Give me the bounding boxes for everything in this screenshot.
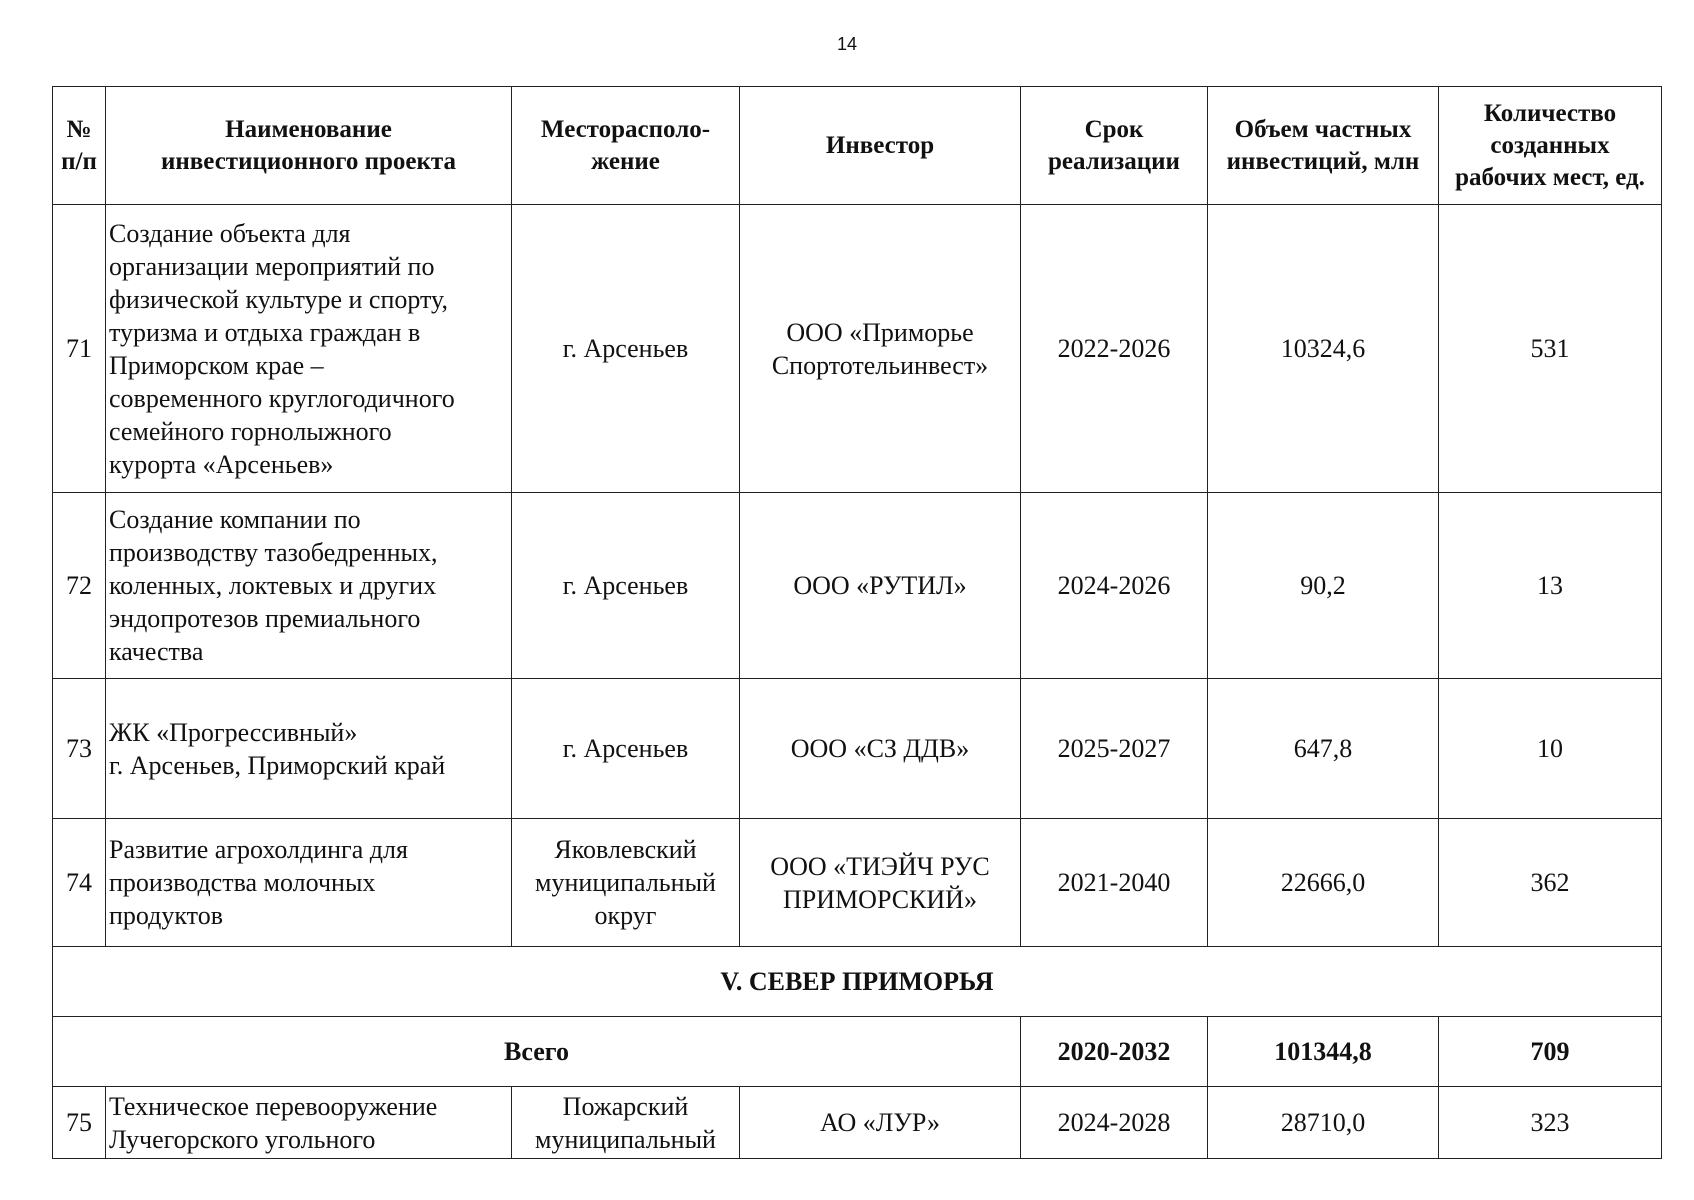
cell-num: 74	[53, 819, 106, 947]
table-row	[53, 679, 1662, 819]
cell-term: 2024-2026	[1021, 493, 1208, 679]
total-row	[53, 1017, 1662, 1087]
cell-investor: ООО «РУТИЛ»	[740, 493, 1021, 679]
header-name: Наименование инвестиционного проекта	[106, 87, 512, 205]
cell-term: 2025-2027	[1021, 679, 1208, 819]
cell-location: г. Арсеньев	[512, 679, 740, 819]
header-num: № п/п	[53, 87, 106, 205]
section-row	[53, 947, 1662, 1017]
table-header-row	[53, 87, 1662, 205]
total-jobs: 709	[1439, 1017, 1662, 1087]
cell-location: г. Арсеньев	[512, 493, 740, 679]
cell-volume: 10324,6	[1208, 205, 1439, 493]
cell-investor: ООО «Приморье Спортотельинвест»	[740, 205, 1021, 493]
cell-jobs: 10	[1439, 679, 1662, 819]
investment-projects-table	[52, 86, 1662, 1159]
table-row	[53, 819, 1662, 947]
cell-num: 75	[53, 1087, 106, 1159]
cell-location: Пожарский муниципальный	[512, 1087, 740, 1159]
table-row	[53, 1087, 1662, 1159]
section-title: V. СЕВЕР ПРИМОРЬЯ	[53, 947, 1662, 1017]
header-term: Срок реализации	[1021, 87, 1208, 205]
cell-location: г. Арсеньев	[512, 205, 740, 493]
table-row	[53, 205, 1662, 493]
cell-volume: 28710,0	[1208, 1087, 1439, 1159]
cell-num: 73	[53, 679, 106, 819]
cell-investor: ООО «ТИЭЙЧ РУС ПРИМОРСКИЙ»	[740, 819, 1021, 947]
cell-jobs: 13	[1439, 493, 1662, 679]
cell-jobs: 362	[1439, 819, 1662, 947]
header-volume: Объем частных инвестиций, млн	[1208, 87, 1439, 205]
cell-num: 71	[53, 205, 106, 493]
header-investor: Инвестор	[740, 87, 1021, 205]
cell-location: Яковлевский муниципальный округ	[512, 819, 740, 947]
cell-num: 72	[53, 493, 106, 679]
cell-term: 2022-2026	[1021, 205, 1208, 493]
cell-investor: ООО «СЗ ДДВ»	[740, 679, 1021, 819]
total-volume: 101344,8	[1208, 1017, 1439, 1087]
cell-project-name: ЖК «Прогрессивный» г. Арсеньев, Приморский край	[106, 679, 512, 819]
header-location: Месторасполо- жение	[512, 87, 740, 205]
header-jobs: Количество созданных рабочих мест, ед.	[1439, 87, 1662, 205]
total-term: 2020-2032	[1021, 1017, 1208, 1087]
cell-investor: АО «ЛУР»	[740, 1087, 1021, 1159]
cell-volume: 22666,0	[1208, 819, 1439, 947]
cell-term: 2024-2028	[1021, 1087, 1208, 1159]
cell-project-name: Создание компании по производству тазобедренных, коленных, локтевых и других эндопротезов премиального качества	[106, 493, 512, 679]
total-label: Всего	[53, 1017, 1021, 1087]
cell-project-name: Техническое перевооружение Лучегорского угольного	[106, 1087, 512, 1159]
table-row	[53, 493, 1662, 679]
cell-volume: 647,8	[1208, 679, 1439, 819]
cell-term: 2021-2040	[1021, 819, 1208, 947]
cell-project-name: Создание объекта для организации мероприятий по физической культуре и спорту, туризма и отдыха граждан в Приморском крае – современного круглогодичного семейного горнолыжного курорта «Арсеньев»	[106, 205, 512, 493]
cell-jobs: 531	[1439, 205, 1662, 493]
cell-project-name: Развитие агрохолдинга для производства молочных продуктов	[106, 819, 512, 947]
page-number: 14	[836, 34, 858, 54]
cell-jobs: 323	[1439, 1087, 1662, 1159]
cell-volume: 90,2	[1208, 493, 1439, 679]
